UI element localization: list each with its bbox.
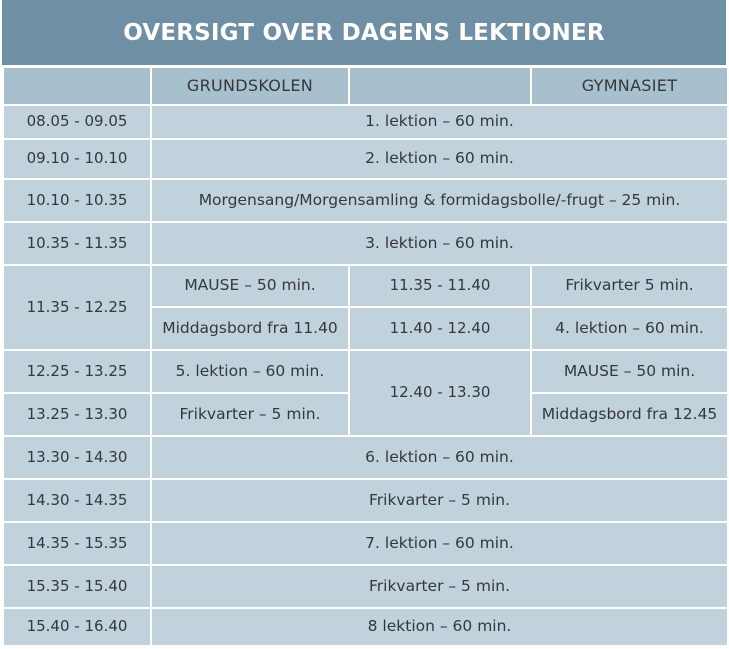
header-gymnasiet: GYMNASIET [531, 67, 728, 105]
lesson-cell: 8 lektion – 60 min. [151, 608, 728, 646]
gymnasiet-cell: 4. lektion – 60 min. [531, 307, 728, 350]
lesson-cell: Frikvarter – 5 min. [151, 565, 728, 608]
lesson-cell: 7. lektion – 60 min. [151, 522, 728, 565]
table-row [3, 265, 728, 307]
time-cell: 09.10 - 10.10 [3, 139, 151, 179]
header-grundskolen: GRUNDSKOLEN [151, 67, 349, 105]
table-row [3, 105, 728, 139]
time-cell: 10.10 - 10.35 [3, 179, 151, 222]
time-cell: 10.35 - 11.35 [3, 222, 151, 265]
table-row [3, 436, 728, 479]
table-header-row [3, 67, 728, 105]
grundskolen-cell: 5. lektion – 60 min. [151, 350, 349, 393]
lesson-cell: Frikvarter – 5 min. [151, 479, 728, 522]
lesson-cell: 1. lektion – 60 min. [151, 105, 728, 139]
table-row [3, 350, 728, 393]
time-cell: 14.30 - 14.35 [3, 479, 151, 522]
time-cell: 13.30 - 14.30 [3, 436, 151, 479]
time-cell: 14.35 - 15.35 [3, 522, 151, 565]
lesson-cell: 3. lektion – 60 min. [151, 222, 728, 265]
lesson-cell: 6. lektion – 60 min. [151, 436, 728, 479]
table-row [3, 565, 728, 608]
grundskolen-cell: Middagsbord fra 11.40 [151, 307, 349, 350]
table-row [3, 139, 728, 179]
time-cell: 15.40 - 16.40 [3, 608, 151, 646]
header-empty-cell [349, 67, 531, 105]
gymnasiet-time-cell: 11.40 - 12.40 [349, 307, 531, 350]
gymnasiet-cell: Middagsbord fra 12.45 [531, 393, 728, 436]
table-row [3, 479, 728, 522]
page-title: OVERSIGT OVER DAGENS LEKTIONER [2, 0, 726, 65]
lesson-cell: 2. lektion – 60 min. [151, 139, 728, 179]
table-row [3, 222, 728, 265]
schedule-table [2, 66, 729, 647]
time-cell: 15.35 - 15.40 [3, 565, 151, 608]
table-row [3, 608, 728, 646]
lesson-cell: Morgensang/Morgensamling & formidagsbolle/-frugt – 25 min. [151, 179, 728, 222]
gymnasiet-cell: Frikvarter 5 min. [531, 265, 728, 307]
grundskolen-cell: Frikvarter – 5 min. [151, 393, 349, 436]
table-row [3, 522, 728, 565]
time-cell: 12.25 - 13.25 [3, 350, 151, 393]
grundskolen-cell: MAUSE – 50 min. [151, 265, 349, 307]
table-row [3, 179, 728, 222]
header-time-cell [3, 67, 151, 105]
time-cell: 11.35 - 12.25 [3, 265, 151, 350]
time-cell: 08.05 - 09.05 [3, 105, 151, 139]
gymnasiet-time-cell: 11.35 - 11.40 [349, 265, 531, 307]
time-cell: 13.25 - 13.30 [3, 393, 151, 436]
gymnasiet-time-cell: 12.40 - 13.30 [349, 350, 531, 436]
gymnasiet-cell: MAUSE – 50 min. [531, 350, 728, 393]
